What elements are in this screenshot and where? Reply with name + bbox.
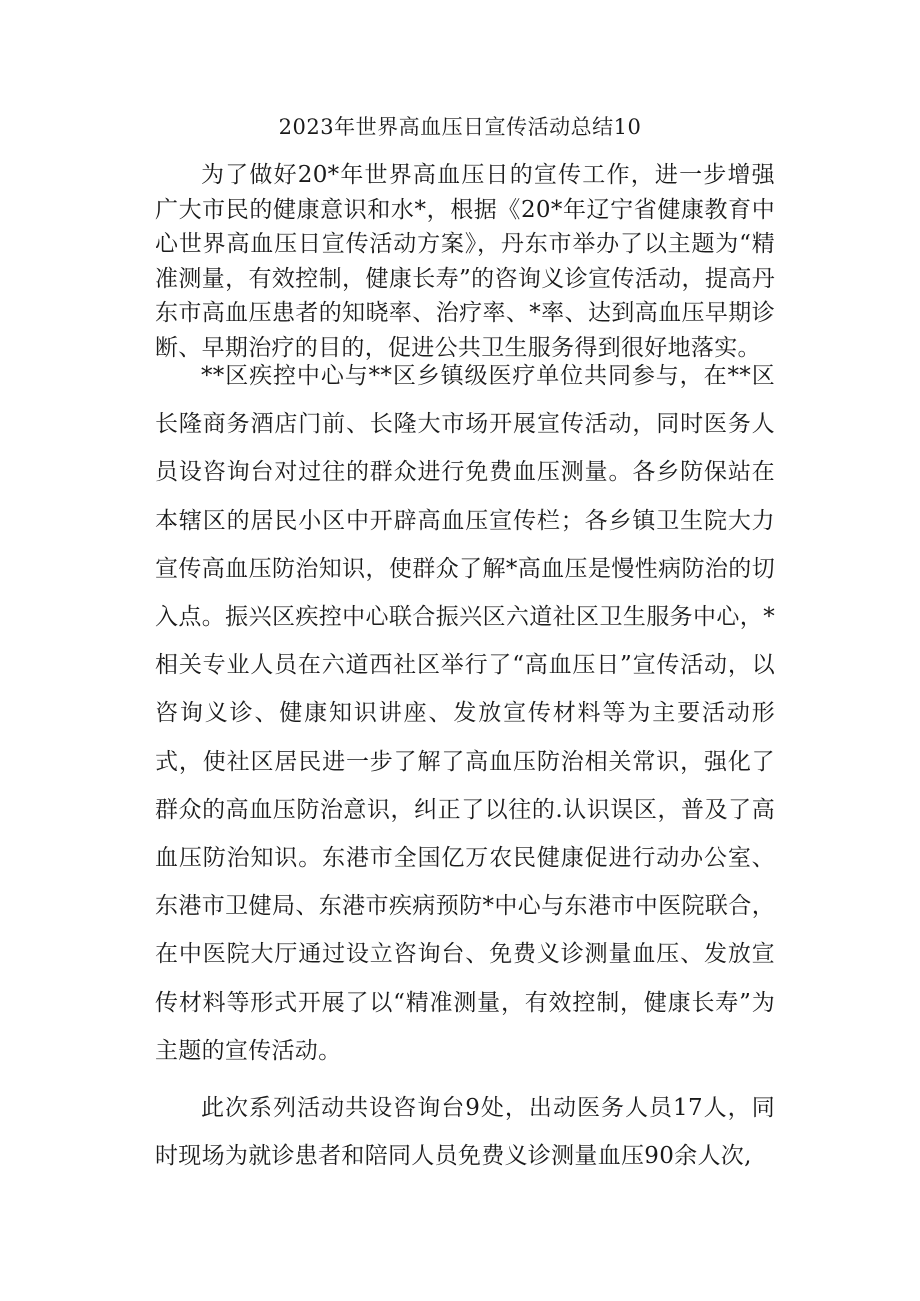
paragraph-summary: 此次系列活动共设咨询台9处，出动医务人员17人，同时现场为就诊患者和陪同人员免费义诊测量血压90余人次,	[155, 1095, 775, 1169]
paragraph-intro: 为了做好20*年世界高血压日的宣传工作，进一步增强广大市民的健康意识和水*，根据《20*年辽宁省健康教育中心世界高血压日宣传活动方案》，丹东市举办了以主题为“精准测量，有效控制，健康长寿”的咨询义诊宣传活动，提高丹东市高血压患者的知晓率、治疗率、*率、达到高血压早期诊断、早期治疗的目的，促进公共卫生服务得到很好地落实。	[155, 162, 775, 361]
paragraph-activities: **区疾控中心与**区乡镇级医疗单位共同参与，在**区长隆商务酒店门前、长隆大市场开展宣传活动，同时医务人员设咨询台对过往的群众进行免费血压测量。各乡防保站在本辖区的居民小区中开辟高血压宣传栏；各乡镇卫生院大力宣传高血压防治知识，使群众了解*高血压是慢性病防治的切入点。振兴区疾控中心联合振兴区六道社区卫生服务中心，*相关专业人员在六道西社区举行了“高血压日”宣传活动，以咨询义诊、健康知识讲座、发放宣传材料等为主要活动形式，使社区居民进一步了解了高血压防治相关常识，强化了群众的高血压防治意识，纠正了以往的.认识误区，普及了高血压防治知识。东港市全国亿万农民健康促进行动办公室、东港市卫健局、东港市疾病预防*中心与东港市中医院联合，在中医院大厅通过设立咨询台、免费义诊测量血压、发放宣传材料等形式开展了以“精准测量，有效控制，健康长寿”为主题的宣传活动。	[155, 363, 775, 1064]
document-title: 2023年世界高血压日宣传活动总结10	[278, 115, 642, 139]
